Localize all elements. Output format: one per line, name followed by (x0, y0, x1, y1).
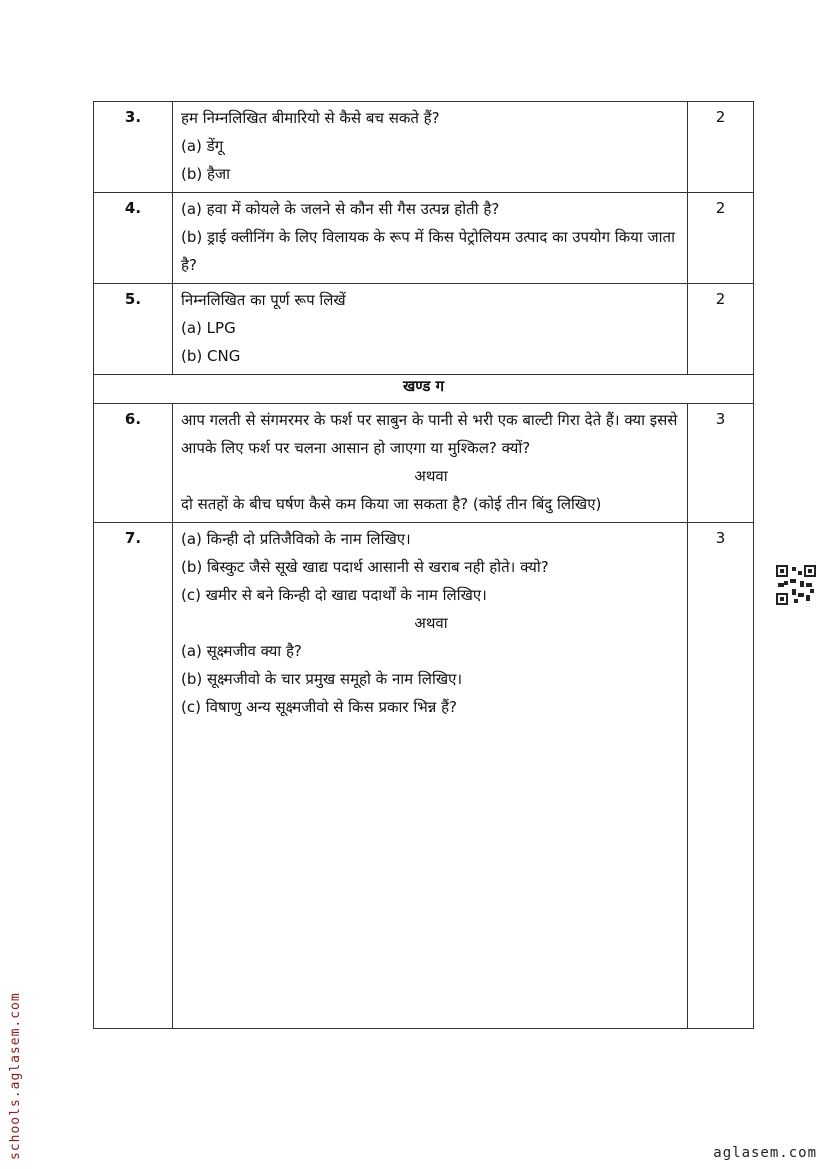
question-line: हम निम्नलिखित बीमारियो से कैसे बच सकते हैं? (181, 109, 440, 127)
question-line: (c) खमीर से बने किन्ही दो खाद्य पदार्थों के नाम लिखिए। (181, 586, 487, 604)
question-alt-text: दो सतहों के बीच घर्षण कैसे कम किया जा सकता है? (कोई तीन बिंदु लिखिए) (181, 495, 602, 513)
question-number: 5. (94, 284, 173, 375)
question-row-7 (94, 523, 754, 1029)
question-line: (c) विषाणु अन्य सूक्ष्मजीवो से किस प्रकार भिन्न हैं? (181, 698, 457, 716)
question-row-6 (94, 404, 754, 523)
question-body (173, 284, 688, 375)
question-marks: 3 (688, 523, 754, 1029)
question-line: (b) बिस्कुट जैसे सूखे खाद्य पदार्थ आसानी से खराब नही होते। क्यो? (181, 558, 549, 576)
question-line: (a) हवा में कोयले के जलने से कौन सी गैस उत्पन्न होती है? (181, 200, 500, 218)
side-watermark: schools.aglasem.com (8, 992, 23, 1160)
question-body (173, 193, 688, 284)
qr-code-icon (776, 565, 816, 605)
or-separator: अथवा (414, 614, 448, 632)
question-marks: 2 (688, 284, 754, 375)
question-table (93, 101, 754, 1029)
question-line: निम्नलिखित का पूर्ण रूप लिखें (181, 291, 346, 309)
question-number: 4. (94, 193, 173, 284)
question-line: (a) सूक्ष्मजीव क्या है? (181, 642, 302, 660)
question-body (173, 523, 688, 1029)
section-heading: खण्ड ग (94, 375, 754, 404)
question-marks: 2 (688, 193, 754, 284)
question-text: आप गलती से संगमरमर के फर्श पर साबुन के पानी से भरी एक बाल्टी गिरा देते हैं। क्या इससे आपके लिए फर्श पर चलना आसान हो जाएगा या मुश्किल? क्यों? (181, 411, 678, 457)
question-line: (a) किन्ही दो प्रतिजैविको के नाम लिखिए। (181, 530, 411, 548)
question-number: 6. (94, 404, 173, 523)
question-number: 3. (94, 102, 173, 193)
question-row-3 (94, 102, 754, 193)
question-line: (a) LPG (181, 319, 236, 337)
question-line: (b) सूक्ष्मजीवो के चार प्रमुख समूहो के नाम लिखिए। (181, 670, 463, 688)
question-line: (b) हैजा (181, 165, 230, 183)
question-line: (b) ड्राई क्लीनिंग के लिए विलायक के रूप में किस पेट्रोलियम उत्पाद का उपयोग किया जाता है? (181, 228, 675, 274)
footer-url: aglasem.com (713, 1145, 817, 1161)
question-line: (a) डेंगू (181, 137, 224, 155)
question-row-5 (94, 284, 754, 375)
question-body (173, 404, 688, 523)
section-heading-row (94, 375, 754, 404)
question-marks: 2 (688, 102, 754, 193)
or-separator: अथवा (414, 467, 448, 485)
question-body (173, 102, 688, 193)
question-marks: 3 (688, 404, 754, 523)
question-row-4 (94, 193, 754, 284)
question-number: 7. (94, 523, 173, 1029)
question-line: (b) CNG (181, 347, 241, 365)
